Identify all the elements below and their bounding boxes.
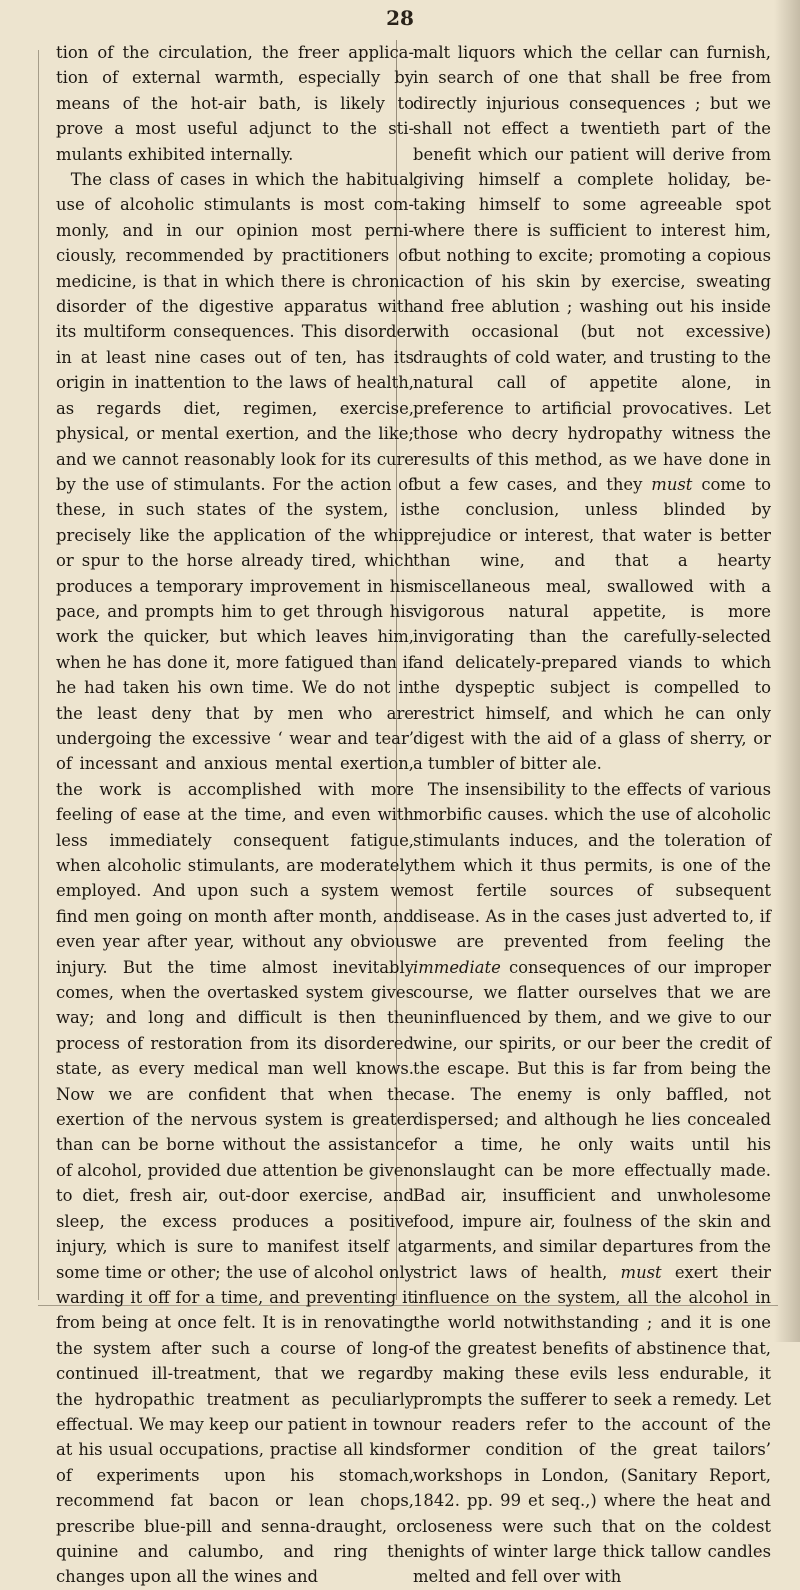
right-paragraph-2-text-a: The insensibility to the effects of various morbific causes. which the use of alcoholic stimulants induces, and the toleration of them which it thus permits, is one of the most fertile sources of subsequent disease. As in the cases just adverted to, if we are prevented from feeling the bbox=[413, 779, 771, 952]
emphasis-must: must bbox=[651, 474, 693, 494]
left-paragraph-2: The class of cases in which the habitual use of alcoholic stimulants is most commonly, and in our opinion most perniciously, recommended by practitioners of medicine, is that in which there is chronic disorder of the digestive apparatus with its multiform consequences. This disorder in at least nine cases out of ten, has its origin in inattention to the laws of health, as regards diet, regimen, exercise, physical, or mental exertion, and the like; and we cannot reasonably look for its cure by the use of stimulants. For the action of these, in such states of the system, is precisely like the application of the whip or spur to the horse already tired, which produces a temporary improvement in his pace, and prompts him to get through his work the quicker, but which leaves him, when he has done it, more fatigued than if he had taken his own time. We do not in the least deny that by men who are undergoing the excessive ‘ wear and tear’ of incessant and anxious mental exertion, the work is accomplished with more feeling of ease at the time, and even with less immediately consequent fatigue, when alcoholic stimulants, are moderately employed. And upon such a system we find men going on month after month, and even year after year, without any obvious injury. But the time almost inevitably comes, when the overtasked system gives way; and long and difficult is then the process of restoration from its disordered state, as every medical man well knows. Now we are confident that when the exertion of the nervous system is greater than can be borne without the assistance of alcohol, provided due attention be given to diet, fresh air, out-door exercise, and sleep, the excess produces a positive injury, which is sure to manifest itself at some time or other; the use of alcohol only warding it off for a time, and preventing it from being at once felt. It is in renovating the system after such a course of long-continued ill-treatment, that we regard the hydropathic treatment as peculiarly effectual. We may keep our patient in town at his usual occupations, practise all kinds of experiments upon his stomach, recommend fat bacon or lean chops, prescribe blue-pill and senna-draught, or quinine and calumbo, and ring the changes upon all the wines and bbox=[56, 170, 414, 1587]
left-margin-rule bbox=[38, 50, 39, 1300]
right-paragraph-2-text-c: exert their influence on the system, all the alcohol in the world notwithstanding ; and it is one of the greatest benefits of abstinence that, by making these evils less endurable, it prompts the sufferer to seek a remedy. Let our readers refer to the account of the former condition of the great tailors’ workshops in London, (Sanitary Report, 1842. pp. 99 et seq.,) where the heat and closeness were such that on the coldest nights of winter large thick tallow candles melted and fell over with bbox=[413, 1262, 771, 1587]
left-paragraph-1: tion of the circulation, the freer application of external warmth, especially by means of the hot-air bath, is likely to prove a most useful adjunct to the stimulants exhibited internally. bbox=[56, 43, 414, 164]
right-paragraph-1-rest: come to the conclusion, unless blinded by prejudice or interest, that water is better than wine, and that a hearty miscellaneous meal, swallowed with a vigorous natural appetite, is more invigorating than the carefully-selected and delicately-prepared viands to which the dyspeptic subject is compelled to restrict himself, and which he can only digest with the aid of a glass of sherry, or a tumbler of bitter ale. bbox=[413, 474, 771, 774]
emphasis-must-2: must bbox=[620, 1262, 662, 1282]
left-column bbox=[56, 40, 414, 1590]
right-column bbox=[413, 40, 771, 1590]
right-paragraph-1 bbox=[413, 40, 771, 777]
right-paragraph-1-text: malt liquors which the cellar can furnish, in search of one that shall be free from directly injurious consequences ; but we shall not effect a twentieth part of the benefit which our patient will derive from giving himself a complete holiday, betaking himself to some agreeable spot where there is sufficient to interest him, but nothing to excite; promoting a copious action of his skin by exercise, sweating and free ablution ; washing out his inside with occasional (but not excessive) draughts of cold water, and trusting to the natural call of appetite alone, in preference to artificial provocatives. Let those who decry hydropathy witness the results of this method, as we have done in but a few cases, and they bbox=[413, 43, 771, 494]
right-paragraph-2-text-b: consequences of our improper course, we flatter ourselves that we are uninfluenced by them, and we give to our wine, our spirits, or our beer the credit of the escape. But this is far from being the case. The enemy is only baffled, not dispersed; and although he lies concealed for a time, he only waits until his onslaught can be more effectually made. Bad air, insufficient and unwholesome food, impure air, foulness of the skin and garments, and similar departures from the strict laws of health, bbox=[413, 957, 771, 1282]
right-paragraph-2 bbox=[413, 777, 771, 1590]
page-edge-shadow bbox=[774, 0, 800, 1342]
page-number: 28 bbox=[386, 6, 414, 30]
emphasis-immediate: immediate bbox=[413, 957, 501, 977]
